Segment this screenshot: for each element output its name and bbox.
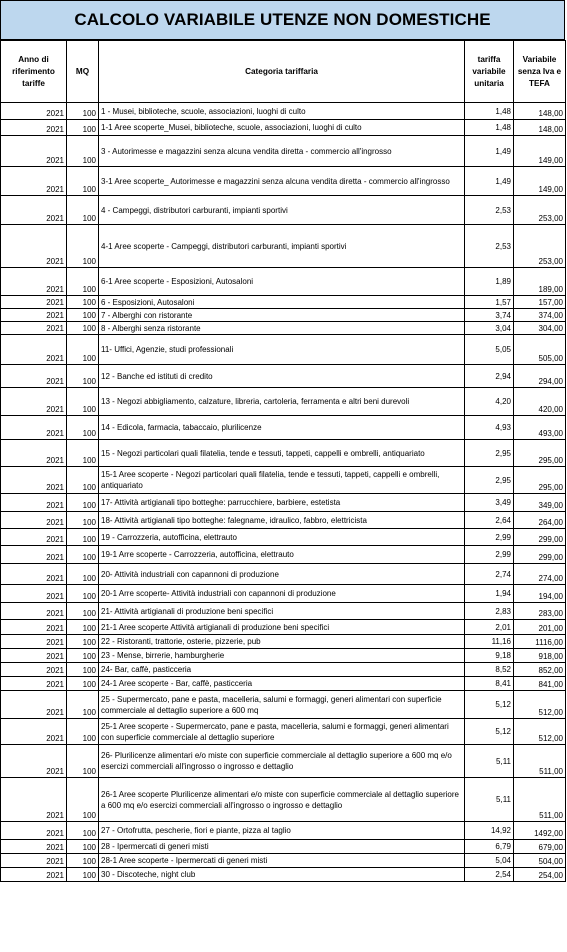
cell-anno: 2021	[1, 388, 67, 416]
cell-anno: 2021	[1, 620, 67, 635]
cell-categoria: 22 - Ristoranti, trattorie, osterie, pizzerie, pub	[99, 635, 465, 649]
table-row	[1, 677, 566, 691]
cell-variabile: 157,00	[514, 296, 566, 309]
cell-variabile: 264,00	[514, 512, 566, 529]
cell-anno: 2021	[1, 268, 67, 296]
cell-mq: 100	[67, 196, 99, 225]
cell-categoria: 19-1 Arre scoperte - Carrozzeria, autofficina, elettrauto	[99, 546, 465, 564]
cell-categoria: 23 - Mense, birrerie, hamburgherie	[99, 649, 465, 663]
cell-mq: 100	[67, 225, 99, 268]
table-row	[1, 120, 566, 136]
table-row	[1, 546, 566, 564]
cell-anno: 2021	[1, 365, 67, 388]
table-row	[1, 854, 566, 868]
cell-anno: 2021	[1, 745, 67, 778]
table-row	[1, 268, 566, 296]
cell-categoria: 26- Plurilicenze alimentari e/o miste con superficie commerciale al dettaglio superiore a 600 mq e/o esercizi commerciali all'ingrosso o ingrosso e dettaglio	[99, 745, 465, 778]
cell-mq: 100	[67, 840, 99, 854]
cell-mq: 100	[67, 564, 99, 585]
table-row	[1, 603, 566, 620]
table-row	[1, 840, 566, 854]
cell-variabile: 918,00	[514, 649, 566, 663]
cell-anno: 2021	[1, 225, 67, 268]
table-row	[1, 365, 566, 388]
cell-mq: 100	[67, 167, 99, 196]
cell-tariffa: 11,16	[465, 635, 514, 649]
cell-mq: 100	[67, 778, 99, 822]
cell-categoria: 3-1 Aree scoperte_ Autorimesse e magazzini senza alcuna vendita diretta - commercio all'ingrosso	[99, 167, 465, 196]
cell-mq: 100	[67, 529, 99, 546]
cell-categoria: 21- Attività artigianali di produzione beni specifici	[99, 603, 465, 620]
cell-variabile: 1116,00	[514, 635, 566, 649]
cell-categoria: 3 - Autorimesse e magazzini senza alcuna vendita diretta - commercio all'ingrosso	[99, 136, 465, 167]
cell-variabile: 189,00	[514, 268, 566, 296]
cell-anno: 2021	[1, 603, 67, 620]
cell-anno: 2021	[1, 868, 67, 882]
cell-anno: 2021	[1, 822, 67, 840]
cell-mq: 100	[67, 620, 99, 635]
cell-anno: 2021	[1, 322, 67, 335]
cell-mq: 100	[67, 635, 99, 649]
cell-categoria: 26-1 Aree scoperte Plurilicenze alimentari e/o miste con superficie commerciale al dettaglio superiore a 600 mq e/o esercizi commerciali all'ingrosso o ingrosso e dettaglio	[99, 778, 465, 822]
cell-tariffa: 5,11	[465, 778, 514, 822]
cell-categoria: 13 - Negozi abbigliamento, calzature, libreria, cartoleria, ferramenta e altri beni durevoli	[99, 388, 465, 416]
cell-mq: 100	[67, 691, 99, 719]
cell-tariffa: 2,53	[465, 225, 514, 268]
cell-tariffa: 8,52	[465, 663, 514, 677]
table-row	[1, 663, 566, 677]
cell-mq: 100	[67, 365, 99, 388]
cell-variabile: 283,00	[514, 603, 566, 620]
cell-anno: 2021	[1, 103, 67, 120]
header-anno: Anno di riferimento tariffe	[1, 41, 67, 103]
cell-categoria: 30 - Discoteche, night club	[99, 868, 465, 882]
cell-mq: 100	[67, 512, 99, 529]
table-row	[1, 136, 566, 167]
cell-categoria: 25 - Supermercato, pane e pasta, macelleria, salumi e formaggi, generi alimentari con superficie commerciale al dettaglio superiore a 600 mq	[99, 691, 465, 719]
cell-mq: 100	[67, 388, 99, 416]
cell-tariffa: 1,49	[465, 136, 514, 167]
cell-tariffa: 2,01	[465, 620, 514, 635]
table-row	[1, 512, 566, 529]
cell-tariffa: 5,12	[465, 691, 514, 719]
cell-mq: 100	[67, 822, 99, 840]
cell-variabile: 253,00	[514, 225, 566, 268]
cell-mq: 100	[67, 296, 99, 309]
cell-variabile: 679,00	[514, 840, 566, 854]
header-categoria: Categoria tariffaria	[99, 41, 465, 103]
cell-variabile: 493,00	[514, 416, 566, 440]
cell-variabile: 304,00	[514, 322, 566, 335]
cell-tariffa: 3,74	[465, 309, 514, 322]
cell-tariffa: 2,94	[465, 365, 514, 388]
cell-anno: 2021	[1, 440, 67, 467]
cell-categoria: 15 - Negozi particolari quali filatelia, tende e tessuti, tappeti, cappelli e ombrelli, antiquariato	[99, 440, 465, 467]
cell-variabile: 148,00	[514, 120, 566, 136]
cell-tariffa: 14,92	[465, 822, 514, 840]
cell-categoria: 6 - Esposizioni, Autosaloni	[99, 296, 465, 309]
cell-variabile: 254,00	[514, 868, 566, 882]
cell-categoria: 28 - Ipermercati di generi misti	[99, 840, 465, 854]
cell-mq: 100	[67, 603, 99, 620]
cell-variabile: 841,00	[514, 677, 566, 691]
cell-categoria: 19 - Carrozzeria, autofficina, elettrauto	[99, 529, 465, 546]
cell-anno: 2021	[1, 677, 67, 691]
cell-tariffa: 5,12	[465, 719, 514, 745]
cell-variabile: 149,00	[514, 136, 566, 167]
cell-tariffa: 4,93	[465, 416, 514, 440]
cell-mq: 100	[67, 268, 99, 296]
cell-categoria: 20- Attività industriali con capannoni di produzione	[99, 564, 465, 585]
cell-tariffa: 2,74	[465, 564, 514, 585]
table-row	[1, 778, 566, 822]
cell-categoria: 6-1 Aree scoperte - Esposizioni, Autosaloni	[99, 268, 465, 296]
cell-categoria: 24-1 Aree scoperte - Bar, caffè, pasticceria	[99, 677, 465, 691]
table-row	[1, 564, 566, 585]
table-row	[1, 745, 566, 778]
cell-mq: 100	[67, 677, 99, 691]
cell-mq: 100	[67, 494, 99, 512]
cell-anno: 2021	[1, 335, 67, 365]
cell-tariffa: 3,04	[465, 322, 514, 335]
cell-anno: 2021	[1, 529, 67, 546]
cell-mq: 100	[67, 103, 99, 120]
cell-tariffa: 5,11	[465, 745, 514, 778]
table-row	[1, 868, 566, 882]
cell-categoria: 25-1 Aree scoperte - Supermercato, pane e pasta, macelleria, salumi e formaggi, generi alimentari con superficie commerciale al dettaglio superiore	[99, 719, 465, 745]
table-row	[1, 335, 566, 365]
cell-anno: 2021	[1, 296, 67, 309]
cell-tariffa: 2,64	[465, 512, 514, 529]
table-body	[1, 103, 566, 882]
cell-tariffa: 2,95	[465, 467, 514, 494]
cell-variabile: 253,00	[514, 196, 566, 225]
cell-categoria: 4 - Campeggi, distributori carburanti, impianti sportivi	[99, 196, 465, 225]
cell-anno: 2021	[1, 416, 67, 440]
cell-tariffa: 2,83	[465, 603, 514, 620]
cell-tariffa: 8,41	[465, 677, 514, 691]
cell-mq: 100	[67, 440, 99, 467]
cell-mq: 100	[67, 335, 99, 365]
cell-anno: 2021	[1, 663, 67, 677]
cell-variabile: 201,00	[514, 620, 566, 635]
cell-anno: 2021	[1, 120, 67, 136]
cell-tariffa: 2,53	[465, 196, 514, 225]
cell-tariffa: 4,20	[465, 388, 514, 416]
cell-variabile: 299,00	[514, 546, 566, 564]
cell-categoria: 8 - Alberghi senza ristorante	[99, 322, 465, 335]
cell-variabile: 294,00	[514, 365, 566, 388]
table-row	[1, 585, 566, 603]
cell-variabile: 299,00	[514, 529, 566, 546]
cell-variabile: 295,00	[514, 467, 566, 494]
cell-categoria: 7 - Alberghi con ristorante	[99, 309, 465, 322]
table-row	[1, 719, 566, 745]
cell-categoria: 20-1 Arre scoperte- Attività industriali con capannoni di produzione	[99, 585, 465, 603]
cell-categoria: 15-1 Aree scoperte - Negozi particolari quali filatelia, tende e tessuti, tappeti, cappelli e ombrelli, antiquariato	[99, 467, 465, 494]
table-row	[1, 296, 566, 309]
cell-tariffa: 1,94	[465, 585, 514, 603]
cell-anno: 2021	[1, 309, 67, 322]
cell-tariffa: 1,57	[465, 296, 514, 309]
cell-variabile: 504,00	[514, 854, 566, 868]
cell-anno: 2021	[1, 136, 67, 167]
cell-mq: 100	[67, 663, 99, 677]
cell-categoria: 28-1 Aree scoperte - Ipermercati di generi misti	[99, 854, 465, 868]
table-row	[1, 822, 566, 840]
header-mq: MQ	[67, 41, 99, 103]
cell-anno: 2021	[1, 649, 67, 663]
cell-mq: 100	[67, 136, 99, 167]
table-row	[1, 494, 566, 512]
tariff-table	[0, 40, 566, 882]
cell-mq: 100	[67, 719, 99, 745]
cell-variabile: 512,00	[514, 719, 566, 745]
cell-anno: 2021	[1, 546, 67, 564]
cell-variabile: 420,00	[514, 388, 566, 416]
cell-variabile: 148,00	[514, 103, 566, 120]
sheet-title: CALCOLO VARIABILE UTENZE NON DOMESTICHE	[0, 0, 565, 40]
cell-mq: 100	[67, 120, 99, 136]
cell-variabile: 505,00	[514, 335, 566, 365]
cell-tariffa: 6,79	[465, 840, 514, 854]
cell-mq: 100	[67, 546, 99, 564]
cell-variabile: 511,00	[514, 745, 566, 778]
table-row	[1, 440, 566, 467]
cell-variabile: 374,00	[514, 309, 566, 322]
cell-anno: 2021	[1, 719, 67, 745]
table-row	[1, 529, 566, 546]
cell-anno: 2021	[1, 778, 67, 822]
cell-tariffa: 9,18	[465, 649, 514, 663]
cell-categoria: 11- Uffici, Agenzie, studi professionali	[99, 335, 465, 365]
cell-tariffa: 2,54	[465, 868, 514, 882]
cell-variabile: 194,00	[514, 585, 566, 603]
cell-anno: 2021	[1, 167, 67, 196]
cell-anno: 2021	[1, 691, 67, 719]
cell-variabile: 1492,00	[514, 822, 566, 840]
cell-variabile: 511,00	[514, 778, 566, 822]
cell-categoria: 12 - Banche ed istituti di credito	[99, 365, 465, 388]
cell-mq: 100	[67, 868, 99, 882]
cell-categoria: 21-1 Aree scoperte Attività artigianali di produzione beni specifici	[99, 620, 465, 635]
cell-anno: 2021	[1, 840, 67, 854]
cell-categoria: 24- Bar, caffè, pasticceria	[99, 663, 465, 677]
table-row	[1, 103, 566, 120]
cell-mq: 100	[67, 309, 99, 322]
cell-tariffa: 1,48	[465, 120, 514, 136]
cell-tariffa: 1,49	[465, 167, 514, 196]
cell-variabile: 349,00	[514, 494, 566, 512]
cell-anno: 2021	[1, 512, 67, 529]
cell-mq: 100	[67, 745, 99, 778]
header-row	[1, 41, 566, 103]
cell-variabile: 149,00	[514, 167, 566, 196]
header-tariffa: tariffa variabile unitaria	[465, 41, 514, 103]
cell-tariffa: 2,99	[465, 546, 514, 564]
cell-anno: 2021	[1, 854, 67, 868]
cell-anno: 2021	[1, 467, 67, 494]
cell-categoria: 17- Attività artigianali tipo botteghe: parrucchiere, barbiere, estetista	[99, 494, 465, 512]
cell-tariffa: 2,95	[465, 440, 514, 467]
cell-variabile: 295,00	[514, 440, 566, 467]
cell-mq: 100	[67, 585, 99, 603]
table-row	[1, 467, 566, 494]
cell-categoria: 27 - Ortofrutta, pescherie, fiori e piante, pizza al taglio	[99, 822, 465, 840]
cell-anno: 2021	[1, 196, 67, 225]
table-row	[1, 691, 566, 719]
table-row	[1, 225, 566, 268]
cell-anno: 2021	[1, 635, 67, 649]
cell-categoria: 4-1 Aree scoperte - Campeggi, distributori carburanti, impianti sportivi	[99, 225, 465, 268]
cell-tariffa: 5,04	[465, 854, 514, 868]
table-row	[1, 388, 566, 416]
table-row	[1, 167, 566, 196]
table-row	[1, 635, 566, 649]
cell-mq: 100	[67, 322, 99, 335]
table-row	[1, 322, 566, 335]
cell-tariffa: 5,05	[465, 335, 514, 365]
cell-variabile: 274,00	[514, 564, 566, 585]
table-row	[1, 620, 566, 635]
cell-tariffa: 1,48	[465, 103, 514, 120]
cell-anno: 2021	[1, 564, 67, 585]
cell-mq: 100	[67, 416, 99, 440]
cell-variabile: 512,00	[514, 691, 566, 719]
cell-mq: 100	[67, 467, 99, 494]
cell-mq: 100	[67, 649, 99, 663]
table-row	[1, 196, 566, 225]
header-variabile: Variabile senza Iva e TEFA	[514, 41, 566, 103]
table-row	[1, 309, 566, 322]
cell-anno: 2021	[1, 494, 67, 512]
table-row	[1, 649, 566, 663]
cell-tariffa: 1,89	[465, 268, 514, 296]
cell-tariffa: 2,99	[465, 529, 514, 546]
cell-mq: 100	[67, 854, 99, 868]
cell-categoria: 14 - Edicola, farmacia, tabaccaio, plurilicenze	[99, 416, 465, 440]
cell-variabile: 852,00	[514, 663, 566, 677]
cell-tariffa: 3,49	[465, 494, 514, 512]
cell-categoria: 1 - Musei, biblioteche, scuole, associazioni, luoghi di culto	[99, 103, 465, 120]
cell-categoria: 18- Attività artigianali tipo botteghe: falegname, idraulico, fabbro, elettricista	[99, 512, 465, 529]
table-row	[1, 416, 566, 440]
cell-categoria: 1-1 Aree scoperte_Musei, biblioteche, scuole, associazioni, luoghi di culto	[99, 120, 465, 136]
cell-anno: 2021	[1, 585, 67, 603]
